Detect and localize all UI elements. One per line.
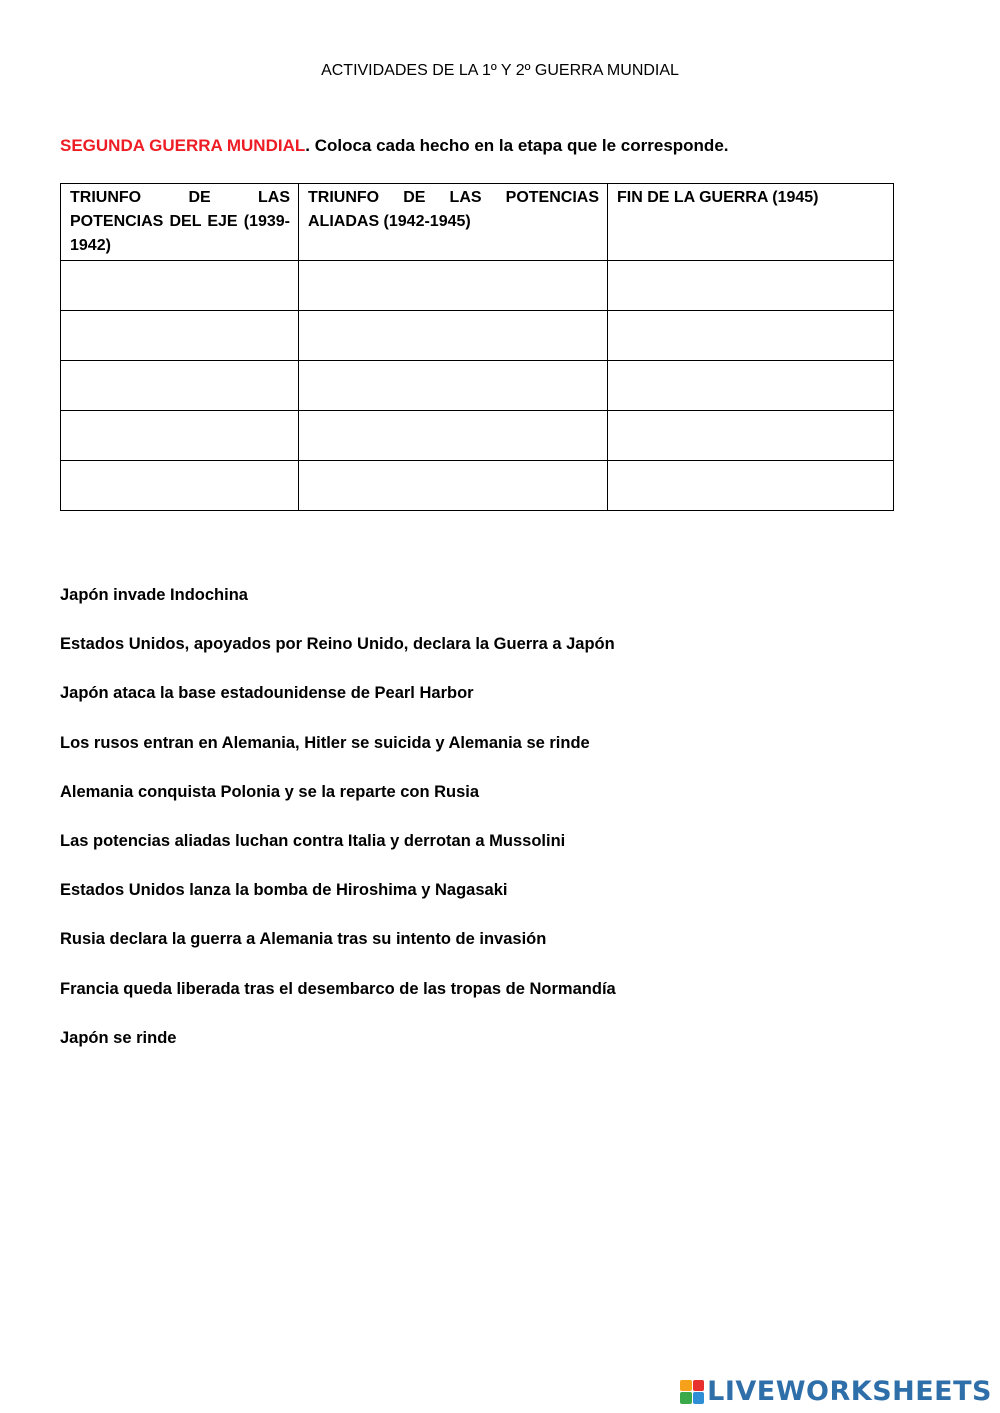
header-allied-triumph: TRIUNFO DE LAS POTENCIAS ALIADAS (1942-1945) xyxy=(299,184,608,261)
drop-cell[interactable] xyxy=(299,461,608,511)
drop-cell[interactable] xyxy=(61,411,299,461)
drop-cell[interactable] xyxy=(608,411,894,461)
table-row xyxy=(61,461,894,511)
table-row xyxy=(61,411,894,461)
logo-tile xyxy=(680,1380,692,1392)
table-row xyxy=(61,261,894,311)
liveworksheets-brand xyxy=(680,1376,992,1407)
drop-cell[interactable] xyxy=(299,261,608,311)
header-war-end: FIN DE LA GUERRA (1945) xyxy=(608,184,894,261)
instruction-text: . Coloca cada hecho en la etapa que le corresponde. xyxy=(305,136,729,155)
drop-cell[interactable] xyxy=(61,361,299,411)
drop-cell[interactable] xyxy=(608,361,894,411)
fact-item[interactable]: Alemania conquista Polonia y se la reparte con Rusia xyxy=(60,782,480,801)
drop-cell[interactable] xyxy=(299,361,608,411)
fact-item[interactable]: Rusia declara la guerra a Alemania tras su intento de invasión xyxy=(60,930,547,949)
facts-list xyxy=(60,582,616,1074)
stages-table xyxy=(60,183,894,511)
drop-cell[interactable] xyxy=(61,461,299,511)
page-title: ACTIVIDADES DE LA 1º Y 2º GUERRA MUNDIAL xyxy=(321,62,679,79)
drop-cell[interactable] xyxy=(299,311,608,361)
fact-item[interactable]: Los rusos entran en Alemania, Hitler se suicida y Alemania se rinde xyxy=(60,733,590,752)
fact-item[interactable]: Japón invade Indochina xyxy=(60,586,248,604)
liveworksheets-logo-icon xyxy=(680,1380,704,1404)
fact-item[interactable]: Las potencias aliadas luchan contra Italia y derrotan a Mussolini xyxy=(60,831,566,850)
drop-cell[interactable] xyxy=(61,261,299,311)
drop-cell[interactable] xyxy=(61,311,299,361)
fact-item[interactable]: Estados Unidos, apoyados por Reino Unido, declara la Guerra a Japón xyxy=(60,635,615,654)
logo-tile xyxy=(693,1392,705,1404)
drop-cell[interactable] xyxy=(299,411,608,461)
table-header-row xyxy=(61,184,894,261)
drop-cell[interactable] xyxy=(608,261,894,311)
drop-cell[interactable] xyxy=(608,461,894,511)
instruction-highlight: SEGUNDA GUERRA MUNDIAL xyxy=(60,136,306,155)
logo-tile xyxy=(693,1380,705,1392)
table-row xyxy=(61,361,894,411)
drop-cell[interactable] xyxy=(608,311,894,361)
table-row xyxy=(61,311,894,361)
logo-tile xyxy=(680,1392,692,1404)
instruction xyxy=(60,136,729,156)
fact-item[interactable]: Japón se rinde xyxy=(60,1028,177,1047)
fact-item[interactable]: Francia queda liberada tras el desembarco de las tropas de Normandía xyxy=(60,979,616,998)
brand-text: LIVEWORKSHEETS xyxy=(707,1376,992,1407)
fact-item[interactable]: Japón ataca la base estadounidense de Pearl Harbor xyxy=(60,684,474,703)
header-axis-triumph: TRIUNFO DE LAS POTENCIAS DEL EJE (1939-1942) xyxy=(61,184,299,261)
fact-item[interactable]: Estados Unidos lanza la bomba de Hiroshima y Nagasaki xyxy=(60,881,508,900)
